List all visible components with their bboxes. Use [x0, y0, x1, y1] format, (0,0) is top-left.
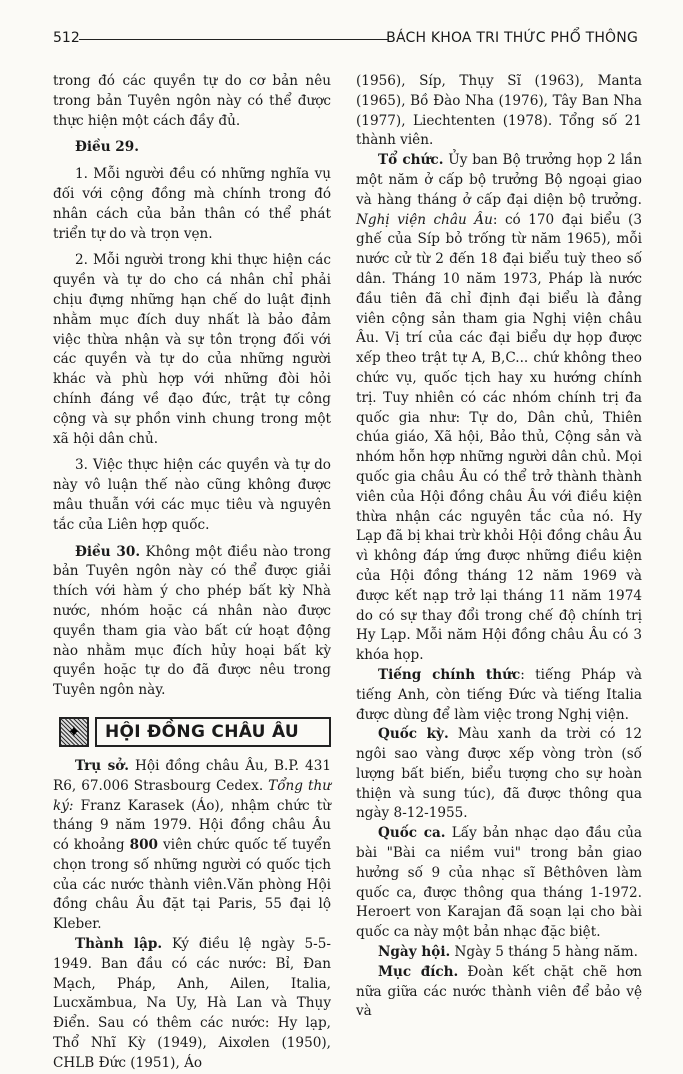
organization-text: Ủy ban Bộ trưởng họp 2 lần một năm ở cấp bộ trưởng Bộ ngoại giao và hàng tháng ở cấp đại diện bộ trưởng.: [356, 152, 643, 208]
anthem-paragraph: [356, 824, 642, 943]
holiday-heading: Ngày hội.: [378, 944, 451, 961]
article-29-clause-2: 2. Mỗi người trong khi thực hiện các quyền và tự do cho cá nhân chỉ phải chịu đựng những hạn chế do luật định nhằm mục đích duy nhất là bảo đảm việc thừa nhận và sự tôn trọng đối với các quyền và tự do của những người khác và phù hợp với những đòi hỏi chính đáng về đạo đức, trật tự công cộng và sự phồn vinh chung trong một xã hội dân chủ.: [53, 252, 331, 447]
article-30: [53, 543, 331, 701]
flag-paragraph: [356, 725, 642, 824]
purpose-heading: Mục đích.: [378, 963, 459, 980]
page-header: [53, 26, 638, 48]
article-29-clause-3: 3. Việc thực hiện các quyền và tự do này vô luận thế nào cũng không được mâu thuẫn với các mục tiêu và nguyên tắc của Liên hợp quốc.: [53, 457, 331, 533]
running-title: BÁCH KHOA TRI THỨC PHỔ THÔNG: [386, 30, 638, 46]
headquarters-paragraph: [53, 757, 331, 935]
headquarters-text: Hội đồng châu Âu, B.P. 431 R6, 67.006 Strasbourg Cedex.: [53, 757, 331, 794]
article-30-text: Không một điều nào trong bản Tuyên ngôn này có thể được giải thích với hàm ý cho phép bất kỳ Nhà nước, nhóm hoặc cá nhân nào được quyền tham gia vào bất cứ hoạt động nào nhằm mục đích hủy hoại bất kỳ quyền hoặc tự do đã được nêu trong Tuyên ngôn này.: [53, 543, 331, 699]
secretary-general-label: Tổng thư ký:: [53, 777, 331, 814]
header-rule: [79, 39, 388, 40]
staff-count: 800: [129, 837, 159, 854]
right-column: [356, 72, 642, 1022]
headquarters-text: Franz Karasek (Áo), nhậm chức từ tháng 9 năm 1979. Hội đồng châu Âu có khoảng: [53, 797, 331, 854]
headquarters-heading: Trụ sở.: [75, 757, 130, 774]
page-number: 512: [53, 30, 80, 46]
organization-heading: Tổ chức.: [378, 152, 444, 169]
established-text: Ký điều lệ ngày 5-5-1949. Ban đầu có các nước: Bỉ, Đan Mạch, Pháp, Anh, Ailen, Italia, Lucxămbua, Na Uy, Hà Lan và Thụy Điển. Sau có thêm các nước: Hy lạp, Thổ Nhĩ Kỳ (1949), Aixơlen (1950), CHLB Đức (1951), Áo: [53, 936, 331, 1071]
flag-heading: Quốc kỳ.: [378, 726, 449, 743]
organization-paragraph: [356, 151, 642, 666]
language-text: : tiếng Pháp và tiếng Anh, còn tiếng Đức và tiếng Italia được dùng để làm việc trong Nghị viện.: [356, 666, 642, 723]
language-heading: Tiếng chính thức: [378, 666, 521, 683]
council-emblem-icon: ✦: [59, 717, 89, 747]
section-title: HỘI ĐỒNG CHÂU ÂU: [95, 717, 331, 747]
purpose-text: Đoàn kết chặt chẽ hơn nữa giữa các nước thành viên để bảo vệ và: [356, 963, 642, 1020]
established-paragraph: [53, 935, 331, 1074]
article-30-heading: Điều 30.: [75, 543, 141, 560]
established-heading: Thành lập.: [75, 936, 163, 953]
article-29-heading: Điều 29.: [75, 139, 139, 156]
holiday-text: Ngày 5 tháng 5 hàng năm.: [450, 944, 638, 961]
left-column: [53, 72, 331, 1074]
language-paragraph: [356, 666, 642, 725]
paragraph: trong đó các quyền tự do cơ bản nêu trong bản Tuyên ngôn này có thể được thực hiện một cách đầy đủ.: [53, 73, 331, 129]
article-29-clause-1: 1. Mỗi người đều có những nghĩa vụ đối với cộng đồng mà chính trong đó nhân cách của bản thân có thể phát triển tự do và trọn vẹn.: [53, 166, 331, 242]
purpose-paragraph: [356, 963, 642, 1022]
paragraph: (1956), Síp, Thụy Sĩ (1963), Manta (1965), Bồ Đào Nha (1976), Tây Ban Nha (1977), Liechtenten (1978). Tổng số 21 thành viên.: [356, 73, 642, 149]
organization-text: : có 170 đại biểu (3 ghế của Síp bỏ trống từ năm 1965), mỗi nước cử từ 2 đến 18 đại biểu tuỳ theo số dân. Tháng 10 năm 1973, Pháp là nước đầu tiên đã chỉ định đại biểu là đảng viên cộng sản tham gia Nghị viện châu Âu. Vị trí của các đại biểu dự họp được xếp theo trật tự A, B,C... chứ không theo chức vụ, quốc tịch hay xu hướng chính trị. Tuy nhiên có các nhóm chính trị đa quốc gia như: Tự do, Dân chủ, Thiên chúa giáo, Xã hội, Bảo thủ, Cộng sản và nhóm hỗn hợp những người dân chủ. Mọi quốc gia châu Âu có thể trở thành thành viên của Hội đồng châu Âu với điều kiện thừa nhận các nguyên tắc của nó. Hy Lạp đã bị khai trừ khỏi Hội đồng châu Âu vì không đáp ứng được những điều kiện của Hội đồng tháng 12 năm 1969 và được kết nạp trở lại tháng 11 năm 1974 do có sự thay đổi trong chế độ chính trị Hy Lạp. Mỗi năm Hội đồng châu Âu có 3 khóa họp.: [356, 211, 642, 664]
anthem-heading: Quốc ca.: [378, 825, 446, 842]
holiday-paragraph: [356, 943, 642, 963]
section-header: [59, 717, 331, 747]
parliament-label: Nghị viện châu Âu: [356, 211, 493, 228]
headquarters-text: viên chức quốc tế tuyển chọn trong số những người có quốc tịch của các nước thành viên.Văn phòng Hội đồng châu Âu đặt tại Paris, 55 đại lộ Kleber.: [53, 837, 331, 933]
flag-text: Màu xanh da trời có 12 ngôi sao vàng được xếp vòng tròn (số lượng bất biến, biểu tượng cho sự hoàn thiện và sung túc), đã được thông qua ngày 8-12-1955.: [356, 726, 642, 822]
anthem-text: Lấy bản nhạc dạo đầu của bài "Bài ca niềm vui" trong bản giao hưởng số 9 của nhạc sĩ Bêthôven làm quốc ca, được thông qua tháng 1-1972. Heroert von Karajan đã soạn lại cho bài quốc ca này một bản nhạc đặc biệt.: [356, 825, 642, 941]
